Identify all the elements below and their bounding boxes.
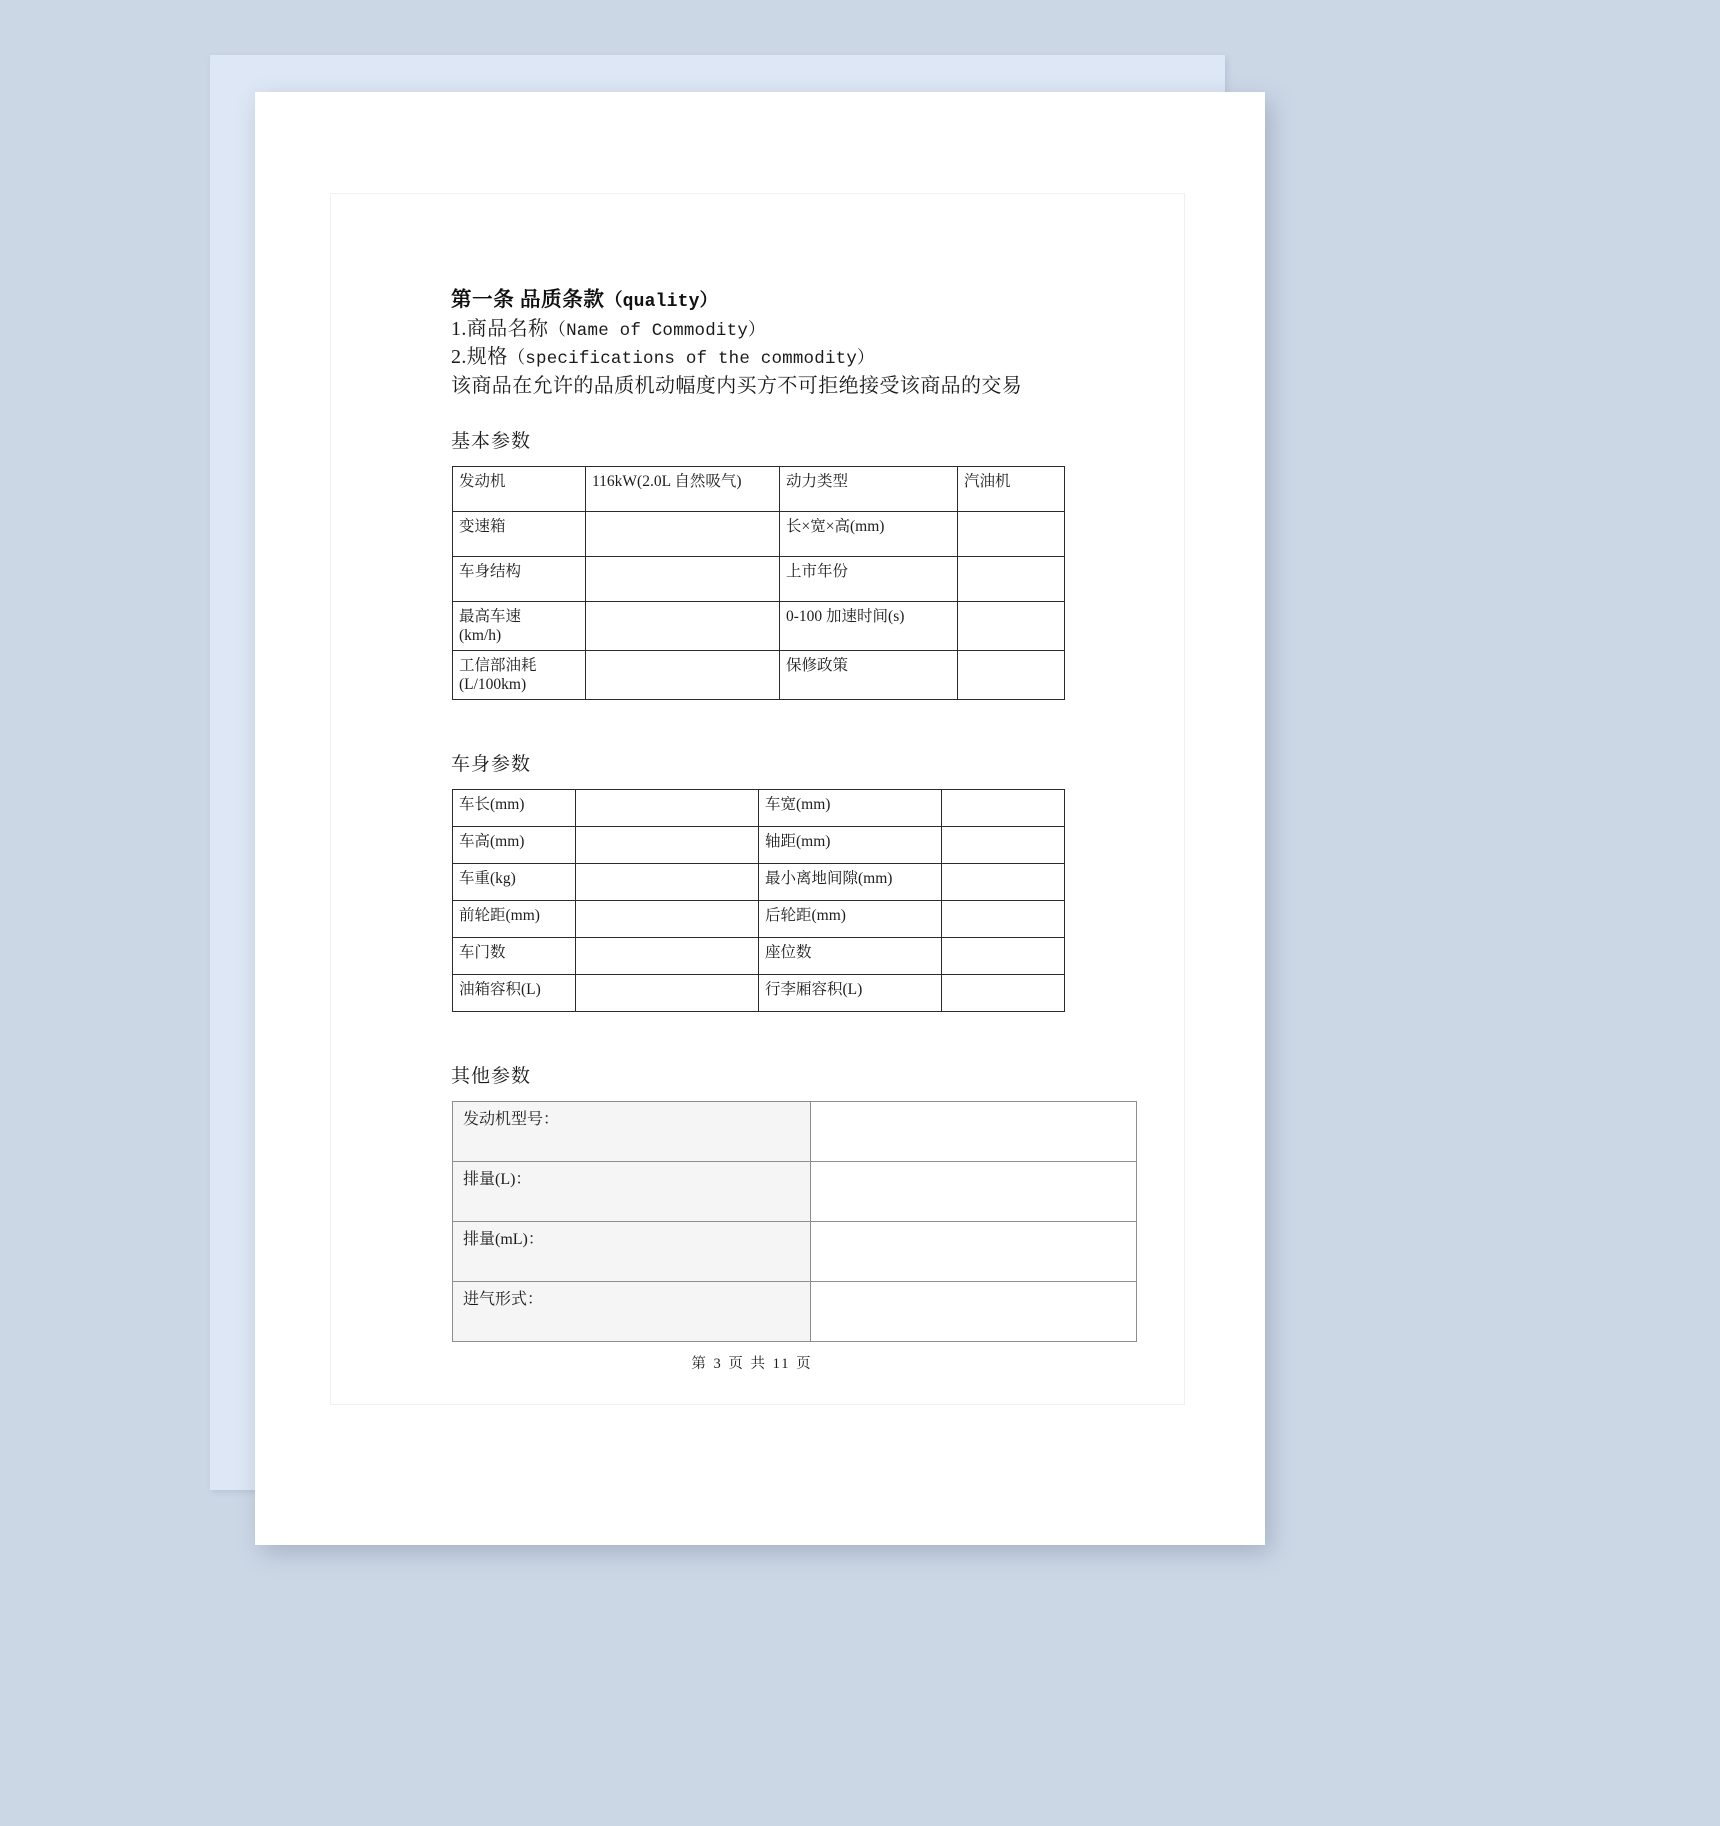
- row-label-left[interactable]: 车高(mm): [453, 827, 576, 864]
- row-value-left[interactable]: [586, 557, 780, 602]
- clause-heading-cn: 第一条 品质条款: [451, 289, 605, 311]
- section-title-basic-params: 基本参数: [451, 431, 532, 452]
- row-label-left[interactable]: 车长(mm): [453, 790, 576, 827]
- quality-statement: 该商品在允许的品质机动幅度内买方不可拒绝接受该商品的交易: [451, 374, 1023, 397]
- row-value-right[interactable]: [958, 651, 1065, 700]
- row-value-right[interactable]: [942, 975, 1065, 1012]
- commodity-name-en: （Name of Commodity）: [548, 320, 766, 341]
- row-label-right[interactable]: 最小离地间隙(mm): [759, 864, 942, 901]
- row-value-right[interactable]: [942, 901, 1065, 938]
- other-param-value[interactable]: [811, 1222, 1137, 1282]
- table-row: [453, 512, 1065, 557]
- document-page: [255, 92, 1265, 1545]
- row-label-right[interactable]: 上市年份: [780, 557, 958, 602]
- row-label-right[interactable]: 保修政策: [780, 651, 958, 700]
- other-parameters-tbody: [453, 1102, 1137, 1342]
- row-value-left[interactable]: [576, 790, 759, 827]
- row-value-left[interactable]: 116kW(2.0L 自然吸气): [586, 467, 780, 512]
- other-param-value[interactable]: [811, 1162, 1137, 1222]
- row-value-left[interactable]: [586, 651, 780, 700]
- row-label-right[interactable]: 动力类型: [780, 467, 958, 512]
- table-row: [453, 938, 1065, 975]
- other-param-value[interactable]: [811, 1102, 1137, 1162]
- row-value-left[interactable]: [586, 602, 780, 651]
- other-param-label: 排量(L)：: [453, 1162, 811, 1222]
- body-parameters-table: [452, 789, 1065, 1012]
- other-param-label: 发动机型号：: [453, 1102, 811, 1162]
- row-value-right[interactable]: [942, 790, 1065, 827]
- row-label-right[interactable]: 后轮距(mm): [759, 901, 942, 938]
- row-value-right[interactable]: [958, 557, 1065, 602]
- row-label-right[interactable]: 轴距(mm): [759, 827, 942, 864]
- section-title-other-params: 其他参数: [451, 1066, 532, 1087]
- table-row: [453, 1102, 1137, 1162]
- basic-parameters-tbody: [453, 467, 1065, 700]
- clause-heading-en: （quality）: [604, 292, 718, 312]
- section-title-body-params: 车身参数: [451, 754, 532, 775]
- commodity-name-cn: 1.商品名称: [451, 317, 549, 340]
- row-value-right[interactable]: [942, 938, 1065, 975]
- table-row: [453, 1162, 1137, 1222]
- row-label-left[interactable]: 油箱容积(L): [453, 975, 576, 1012]
- row-value-right[interactable]: [958, 602, 1065, 651]
- row-value-left[interactable]: [576, 864, 759, 901]
- table-row: [453, 790, 1065, 827]
- other-param-label: 进气形式：: [453, 1282, 811, 1342]
- row-value-left[interactable]: [576, 975, 759, 1012]
- specifications-cn: 2.规格: [451, 346, 508, 368]
- row-value-right[interactable]: [942, 864, 1065, 901]
- row-value-left[interactable]: [576, 901, 759, 938]
- row-label-left[interactable]: 工信部油耗 (L/100km): [453, 651, 586, 700]
- table-row: [453, 975, 1065, 1012]
- table-row: [453, 827, 1065, 864]
- table-row: [453, 557, 1065, 602]
- row-value-left[interactable]: [586, 512, 780, 557]
- specifications-line: [451, 344, 1071, 373]
- row-label-right[interactable]: 车宽(mm): [759, 790, 942, 827]
- row-value-right[interactable]: 汽油机: [958, 467, 1065, 512]
- specifications-en: （specifications of the commodity）: [507, 349, 875, 369]
- row-value-left[interactable]: [576, 827, 759, 864]
- table-row: [453, 1222, 1137, 1282]
- row-value-right[interactable]: [942, 827, 1065, 864]
- row-label-left[interactable]: 变速箱: [453, 512, 586, 557]
- row-label-right[interactable]: 0-100 加速时间(s): [780, 602, 958, 651]
- row-label-left[interactable]: 前轮距(mm): [453, 901, 576, 938]
- row-label-right[interactable]: 座位数: [759, 938, 942, 975]
- body-parameters-tbody: [453, 790, 1065, 1012]
- other-parameters-table: [452, 1101, 1137, 1342]
- commodity-name-line: [451, 316, 1071, 345]
- row-label-left[interactable]: 发动机: [453, 467, 586, 512]
- table-row: [453, 901, 1065, 938]
- basic-parameters-table: [452, 466, 1065, 700]
- table-row: [453, 1282, 1137, 1342]
- row-label-left[interactable]: 车身结构: [453, 557, 586, 602]
- other-param-label: 排量(mL)：: [453, 1222, 811, 1282]
- page-footer: 第 3 页 共 11 页: [691, 1356, 813, 1372]
- row-value-right[interactable]: [958, 512, 1065, 557]
- row-label-right[interactable]: 长×宽×高(mm): [780, 512, 958, 557]
- row-label-left[interactable]: 车门数: [453, 938, 576, 975]
- other-param-value[interactable]: [811, 1282, 1137, 1342]
- clause-heading: [451, 287, 1071, 316]
- table-row: [453, 864, 1065, 901]
- table-row: [453, 651, 1065, 700]
- document-body: [451, 287, 1071, 1373]
- row-label-left[interactable]: 最高车速 (km/h): [453, 602, 586, 651]
- row-value-left[interactable]: [576, 938, 759, 975]
- table-row: [453, 602, 1065, 651]
- row-label-left[interactable]: 车重(kg): [453, 864, 576, 901]
- row-label-right[interactable]: 行李厢容积(L): [759, 975, 942, 1012]
- table-row: [453, 467, 1065, 512]
